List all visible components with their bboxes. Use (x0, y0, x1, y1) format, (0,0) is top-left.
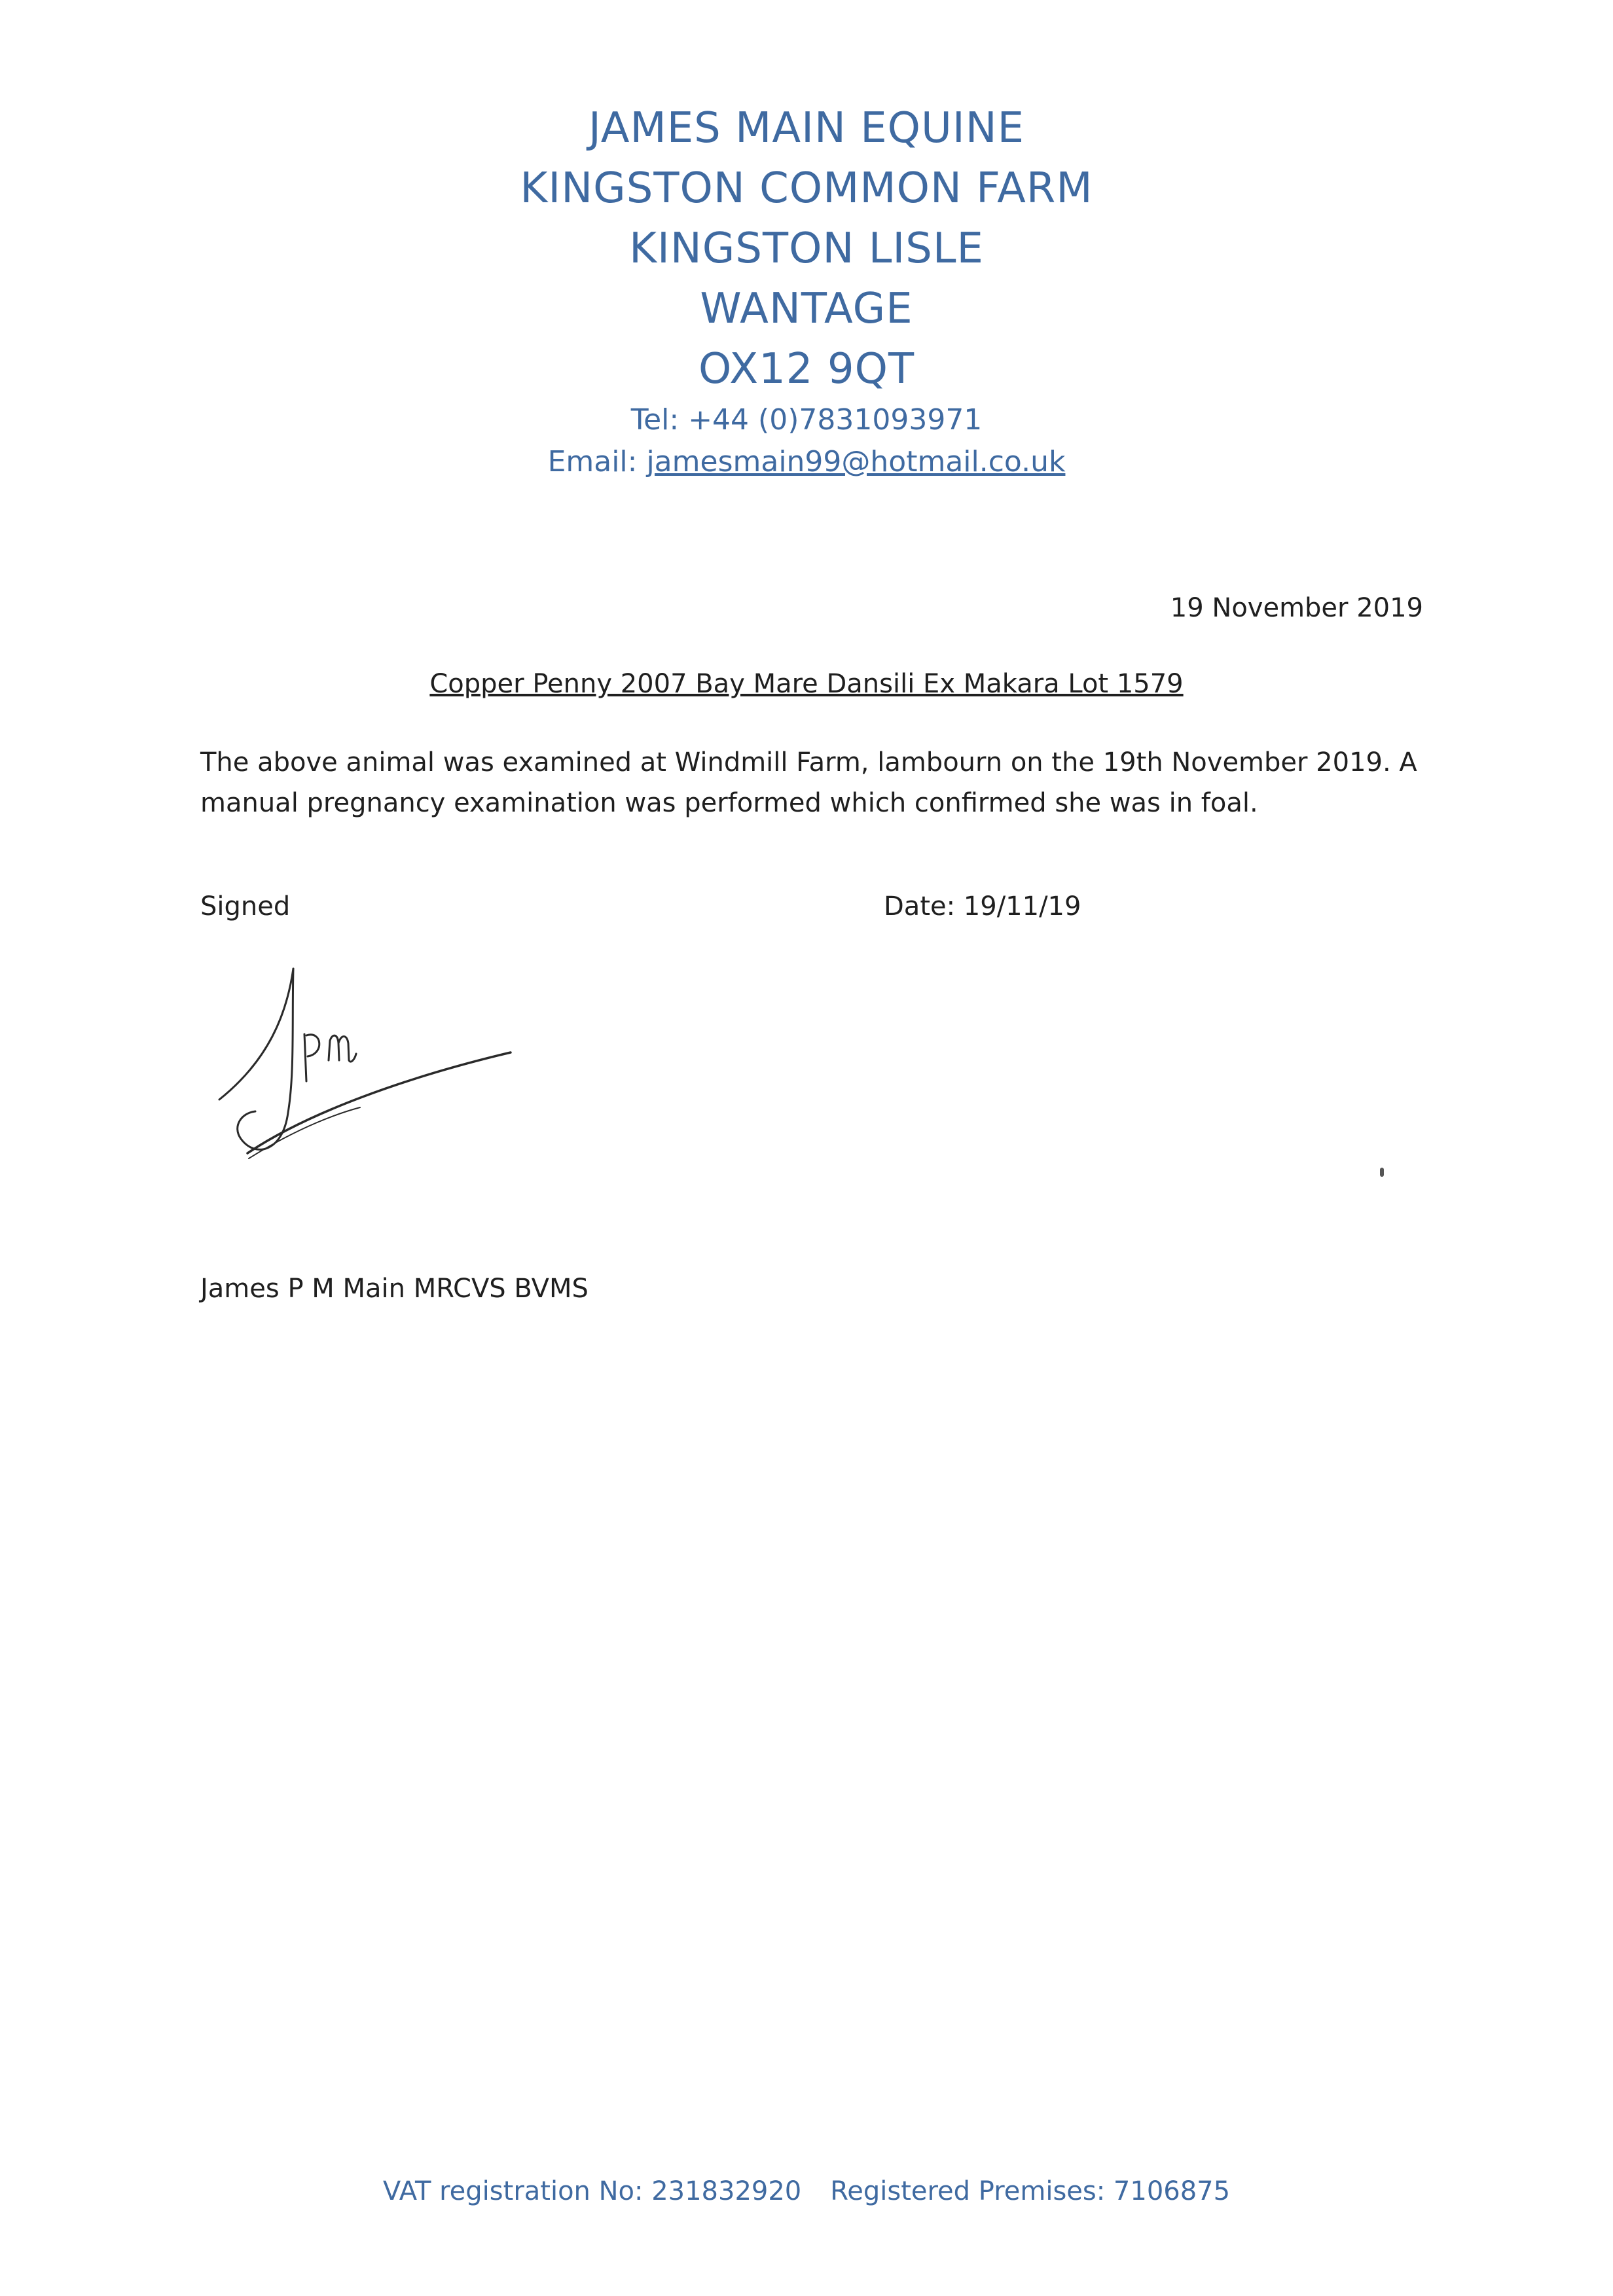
registered-premises: Registered Premises: 7106875 (830, 2176, 1231, 2206)
signature-date: Date: 19/11/19 (884, 891, 1081, 922)
letter-body: The above animal was examined at Windmill Farm, lambourn on the 19th November 2019. A manual pregnancy examination was performed which confirmed she was in foal. (200, 747, 1417, 818)
signed-label: Signed (200, 891, 291, 922)
handwritten-signature (209, 962, 524, 1178)
footer (0, 2176, 1613, 2206)
signatory-name: James P M Main MRCVS BVMS (200, 1274, 589, 1304)
practice-name: JAMES MAIN EQUINE (588, 104, 1025, 152)
scan-speck (1380, 1168, 1384, 1177)
address-postcode: OX12 9QT (698, 345, 915, 393)
address-line-3: WANTAGE (700, 285, 913, 333)
email-line (0, 441, 1613, 483)
subject-line: Copper Penny 2007 Bay Mare Dansili Ex Makara Lot 1579 (429, 669, 1184, 699)
address-line-2: KINGSTON LISLE (629, 224, 984, 273)
letterhead (0, 98, 1613, 483)
letter-date: 19 November 2019 (1170, 593, 1423, 623)
address-line-1: KINGSTON COMMON FARM (520, 164, 1093, 213)
telephone: Tel: +44 (0)7831093971 (630, 403, 983, 437)
email-link[interactable]: jamesmain99@hotmail.co.uk (646, 445, 1066, 478)
email-label: Email: (547, 445, 647, 478)
vat-registration: VAT registration No: 231832920 (382, 2176, 802, 2206)
